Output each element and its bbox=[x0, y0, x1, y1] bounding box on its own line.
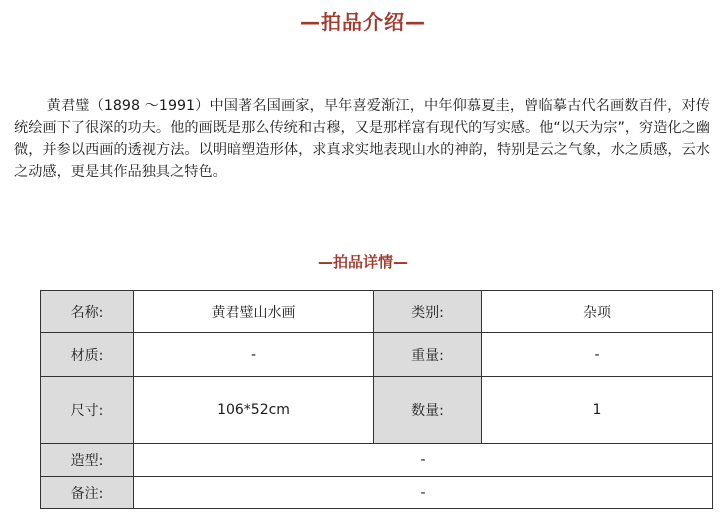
lot-intro-heading: —拍品介绍— bbox=[300, 10, 426, 34]
size-label: 尺寸: bbox=[41, 377, 134, 444]
table-row bbox=[41, 291, 713, 333]
table-row bbox=[41, 477, 713, 509]
lot-details-heading: —拍品详情— bbox=[317, 253, 408, 271]
table-row bbox=[41, 444, 713, 477]
weight-label: 重量: bbox=[374, 333, 482, 377]
category-label: 类别: bbox=[374, 291, 482, 333]
note-label: 备注: bbox=[41, 477, 134, 509]
weight-value: - bbox=[482, 333, 713, 377]
name-label: 名称: bbox=[41, 291, 134, 333]
lot-details-table bbox=[40, 290, 713, 509]
material-label: 材质: bbox=[41, 333, 134, 377]
quantity-value: 1 bbox=[482, 377, 713, 444]
category-value: 杂项 bbox=[482, 291, 713, 333]
shape-value: - bbox=[134, 444, 713, 477]
quantity-label: 数量: bbox=[374, 377, 482, 444]
table-row bbox=[41, 377, 713, 444]
shape-label: 造型: bbox=[41, 444, 134, 477]
material-value: - bbox=[134, 333, 374, 377]
name-value: 黄君璧山水画 bbox=[134, 291, 374, 333]
table-row bbox=[41, 333, 713, 377]
lot-intro-section bbox=[14, 95, 710, 183]
note-value: - bbox=[134, 477, 713, 509]
lot-intro-text: 黄君璧（1898 ～1991）中国著名国画家，早年喜爱渐江，中年仰慕夏圭，曾临摹古代名画数百件，对传统绘画下了很深的功夫。他的画既是那么传统和古穆，又是那样富有现代的写实感。他“以天为宗”，穷造化之幽微，并参以西画的透视方法。以明暗塑造形体，求真求实地表现山水的神韵，特别是云之气象，水之质感，云水之动感，更是其作品独具之特色。 bbox=[14, 98, 710, 180]
size-value: 106*52cm bbox=[134, 377, 374, 444]
